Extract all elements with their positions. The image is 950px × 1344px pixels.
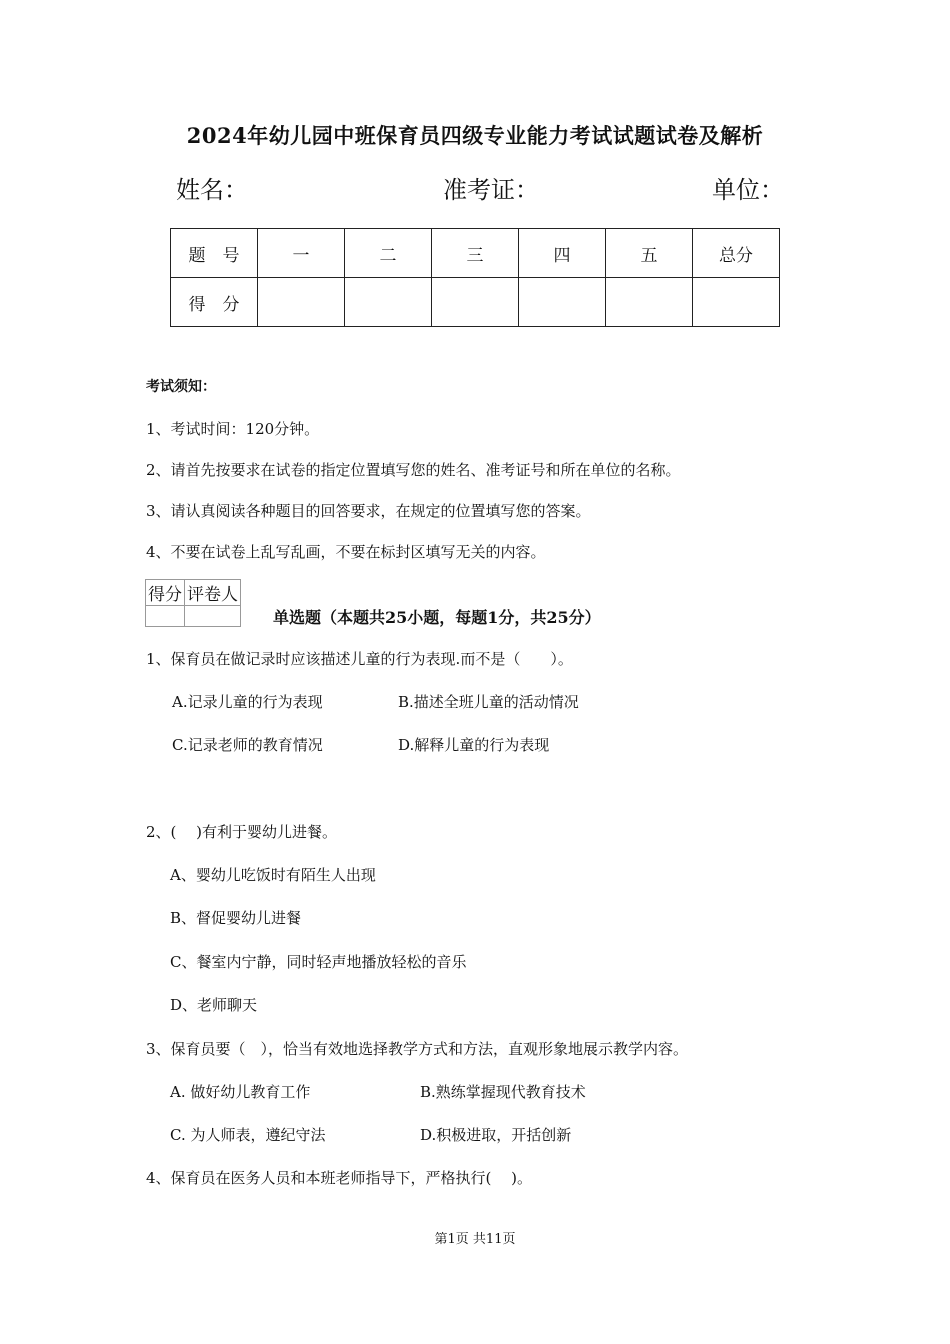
question-option: A.记录儿童的行为表现	[172, 693, 323, 711]
score-cell	[693, 278, 780, 327]
score-cell	[432, 278, 519, 327]
exam-note: 1、考试时间：120分钟。	[146, 420, 320, 438]
score-cell	[606, 278, 693, 327]
score-row-label: 得 分	[171, 278, 258, 327]
exam-note: 4、不要在试卷上乱写乱画，不要在标封区填写无关的内容。	[146, 543, 546, 561]
section-title: 单选题（本题共25小题，每题1分，共25分）	[273, 608, 601, 627]
question-option: D.解释儿童的行为表现	[398, 736, 550, 754]
question-stem: 1、保育员在做记录时应该描述儿童的行为表现.而不是（ ）。	[146, 650, 573, 668]
score-header-cell: 三	[432, 229, 519, 278]
name-field-label: 姓名：	[176, 176, 248, 204]
score-cell	[258, 278, 345, 327]
score-table	[170, 228, 780, 327]
score-header-cell: 四	[519, 229, 606, 278]
question-stem: 4、保育员在医务人员和本班老师指导下，严格执行( )。	[146, 1169, 533, 1187]
exam-notes-title: 考试须知：	[146, 379, 216, 395]
question-option: A. 做好幼儿教育工作	[170, 1083, 311, 1101]
question-stem: 2、( )有利于婴幼儿进餐。	[146, 823, 338, 841]
unit-field-label: 单位：	[712, 176, 784, 204]
question-option: C、餐室内宁静，同时轻声地播放轻松的音乐	[170, 953, 467, 971]
question-option: A、婴幼儿吃饭时有陌生人出现	[170, 866, 376, 884]
grader-box	[145, 579, 241, 627]
score-header-cell: 五	[606, 229, 693, 278]
score-table-header-row	[171, 229, 780, 278]
question-option: D、老师聊天	[170, 996, 258, 1014]
question-option: B、督促婴幼儿进餐	[170, 909, 302, 927]
grader-score-cell	[146, 606, 185, 627]
exam-note: 3、请认真阅读各种题目的回答要求，在规定的位置填写您的答案。	[146, 502, 591, 520]
score-header-cell: 题 号	[171, 229, 258, 278]
exam-note: 2、请首先按要求在试卷的指定位置填写您的姓名、准考证号和所在单位的名称。	[146, 461, 681, 479]
score-header-cell: 二	[345, 229, 432, 278]
question-option: C.记录老师的教育情况	[172, 736, 323, 754]
question-option: B.熟练掌握现代教育技术	[420, 1083, 586, 1101]
grader-reviewer-label: 评卷人	[185, 580, 241, 606]
page-footer: 第1页 共11页	[434, 1232, 516, 1247]
score-cell	[519, 278, 606, 327]
question-option: C. 为人师表，遵纪守法	[170, 1126, 326, 1144]
grader-score-label: 得分	[146, 580, 185, 606]
score-table-score-row	[171, 278, 780, 327]
score-header-cell: 总分	[693, 229, 780, 278]
document-title: 2024年幼儿园中班保育员四级专业能力考试试题试卷及解析	[186, 123, 764, 148]
question-stem: 3、保育员要（ ），恰当有效地选择教学方式和方法，直观形象地展示教学内容。	[146, 1040, 689, 1058]
score-header-cell: 一	[258, 229, 345, 278]
question-option: D.积极进取，开括创新	[420, 1126, 572, 1144]
question-option: B.描述全班儿童的活动情况	[398, 693, 579, 711]
grader-reviewer-cell	[185, 606, 241, 627]
score-cell	[345, 278, 432, 327]
exam-id-field-label: 准考证：	[443, 176, 539, 204]
